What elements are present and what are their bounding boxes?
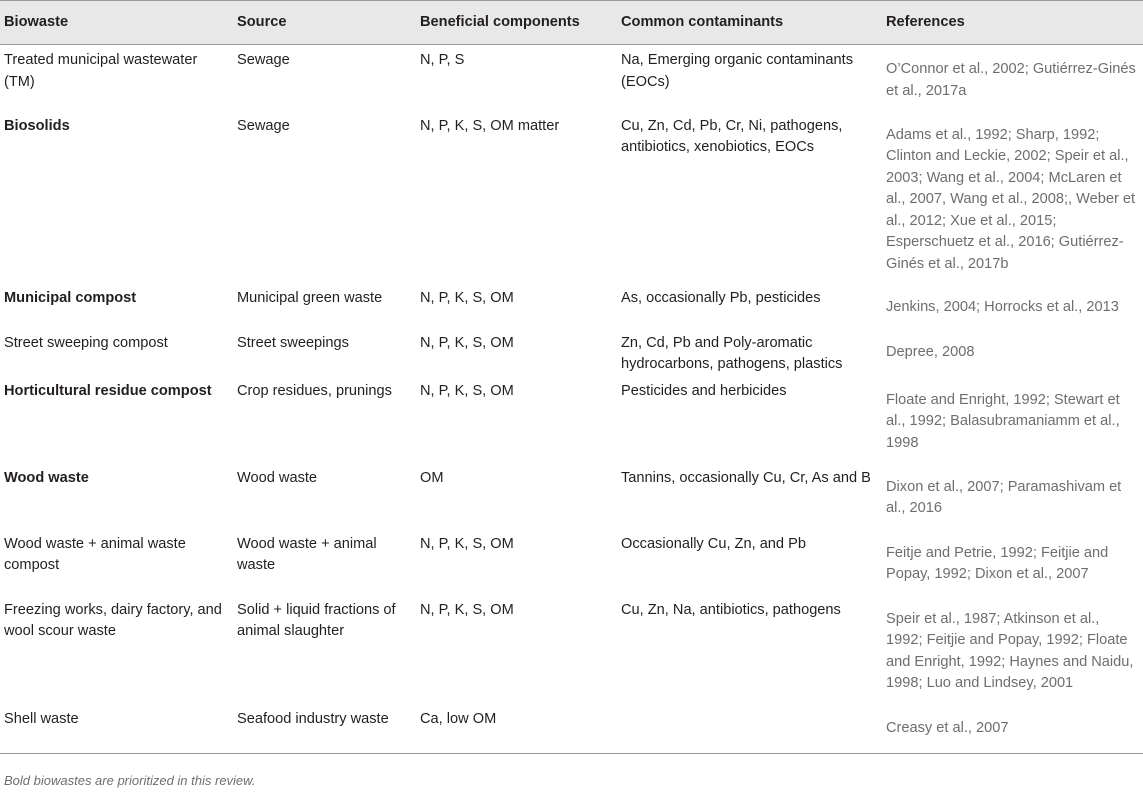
cell-source: Solid + liquid fractions of animal slaughter (237, 601, 396, 639)
cell-common-contaminants: Na, Emerging organic contaminants (EOCs) (621, 52, 853, 90)
table-footnote: Bold biowastes are prioritized in this review. (4, 773, 256, 788)
cell-beneficial-components: Ca, low OM (420, 710, 497, 727)
cell-biowaste: Treated municipal wastewater (TM) (4, 52, 198, 90)
table-row (0, 45, 1143, 111)
cell-source: Crop residues, prunings (237, 382, 392, 399)
table-row (0, 376, 1143, 463)
cell-beneficial-components: N, P, K, S, OM (420, 601, 514, 618)
cell-references: Creasy et al., 2007 (886, 719, 1009, 736)
cell-biowaste: Biosolids (4, 117, 70, 134)
cell-references: Floate and Enright, 1992; Stewart et al., 1992; Balasubramaniamm et al., 1998 (886, 391, 1120, 451)
table-row (0, 529, 1143, 595)
table-row (0, 111, 1143, 283)
cell-beneficial-components: N, P, K, S, OM (420, 382, 514, 399)
header-source: Source (237, 13, 287, 30)
table-row (0, 595, 1143, 704)
cell-beneficial-components: OM (420, 469, 444, 486)
cell-biowaste: Shell waste (4, 710, 79, 727)
cell-beneficial-components: N, P, K, S, OM (420, 535, 514, 552)
cell-source: Wood waste (237, 469, 318, 486)
cell-references: Dixon et al., 2007; Paramashivam et al., 2016 (886, 478, 1122, 516)
cell-common-contaminants: Tannins, occasionally Cu, Cr, As and B (621, 469, 871, 486)
cell-references: Adams et al., 1992; Sharp, 1992; Clinton and Leckie, 2002; Speir et al., 2003; Wang et al., 2004; McLaren et al., 2007, Wang et al., 2008;, Weber et al., 2012; Xue et al., 2015; Esperschuetz et al., 2016; Gutiérrez-Ginés et al., 2017b (886, 126, 1136, 272)
cell-common-contaminants: As, occasionally Pb, pesticides (621, 289, 821, 306)
cell-biowaste: Wood waste + animal waste compost (4, 535, 186, 573)
cell-biowaste: Wood waste (4, 469, 89, 486)
header-references: References (886, 13, 965, 30)
cell-common-contaminants: Cu, Zn, Cd, Pb, Cr, Ni, pathogens, antibiotics, xenobiotics, EOCs (621, 117, 843, 155)
cell-source: Street sweepings (237, 334, 349, 351)
cell-source: Sewage (237, 117, 290, 134)
cell-biowaste: Horticultural residue compost (4, 382, 212, 399)
header-beneficial-components: Beneficial components (420, 13, 580, 30)
cell-common-contaminants: Pesticides and herbicides (621, 382, 787, 399)
cell-common-contaminants: Occasionally Cu, Zn, and Pb (621, 535, 806, 552)
cell-source: Sewage (237, 52, 290, 68)
cell-beneficial-components: N, P, K, S, OM (420, 289, 514, 306)
cell-source: Municipal green waste (237, 289, 383, 306)
cell-biowaste: Street sweeping compost (4, 334, 168, 351)
table-row (0, 704, 1143, 754)
cell-beneficial-components: N, P, K, S, OM (420, 334, 514, 351)
cell-references: Feitje and Petrie, 1992; Feitjie and Popay, 1992; Dixon et al., 2007 (886, 544, 1109, 582)
cell-beneficial-components: N, P, S (420, 52, 465, 68)
cell-references: Depree, 2008 (886, 343, 975, 360)
header-biowaste: Biowaste (4, 13, 69, 30)
cell-references: O’Connor et al., 2002; Gutiérrez-Ginés et al., 2017a (886, 61, 1136, 99)
cell-references: Speir et al., 1987; Atkinson et al., 1992; Feitjie and Popay, 1992; Floate and Enright, 1992; Haynes and Naidu, 1998; Luo and Lindsey, 2001 (886, 610, 1134, 691)
cell-common-contaminants (617, 704, 882, 754)
table-row (0, 283, 1143, 328)
cell-common-contaminants: Zn, Cd, Pb and Poly-aromatic hydrocarbons, pathogens, plastics (621, 334, 843, 372)
cell-beneficial-components: N, P, K, S, OM matter (420, 117, 560, 134)
table-row (0, 463, 1143, 529)
table-header-row (0, 1, 1143, 45)
table-row (0, 328, 1143, 376)
cell-references: Jenkins, 2004; Horrocks et al., 2013 (886, 298, 1119, 315)
header-common-contaminants: Common contaminants (621, 13, 784, 30)
cell-source: Wood waste + animal waste (237, 535, 377, 573)
cell-common-contaminants: Cu, Zn, Na, antibiotics, pathogens (621, 601, 841, 618)
cell-biowaste: Freezing works, dairy factory, and wool scour waste (4, 601, 222, 639)
cell-source: Seafood industry waste (237, 710, 389, 727)
cell-biowaste: Municipal compost (4, 289, 137, 306)
